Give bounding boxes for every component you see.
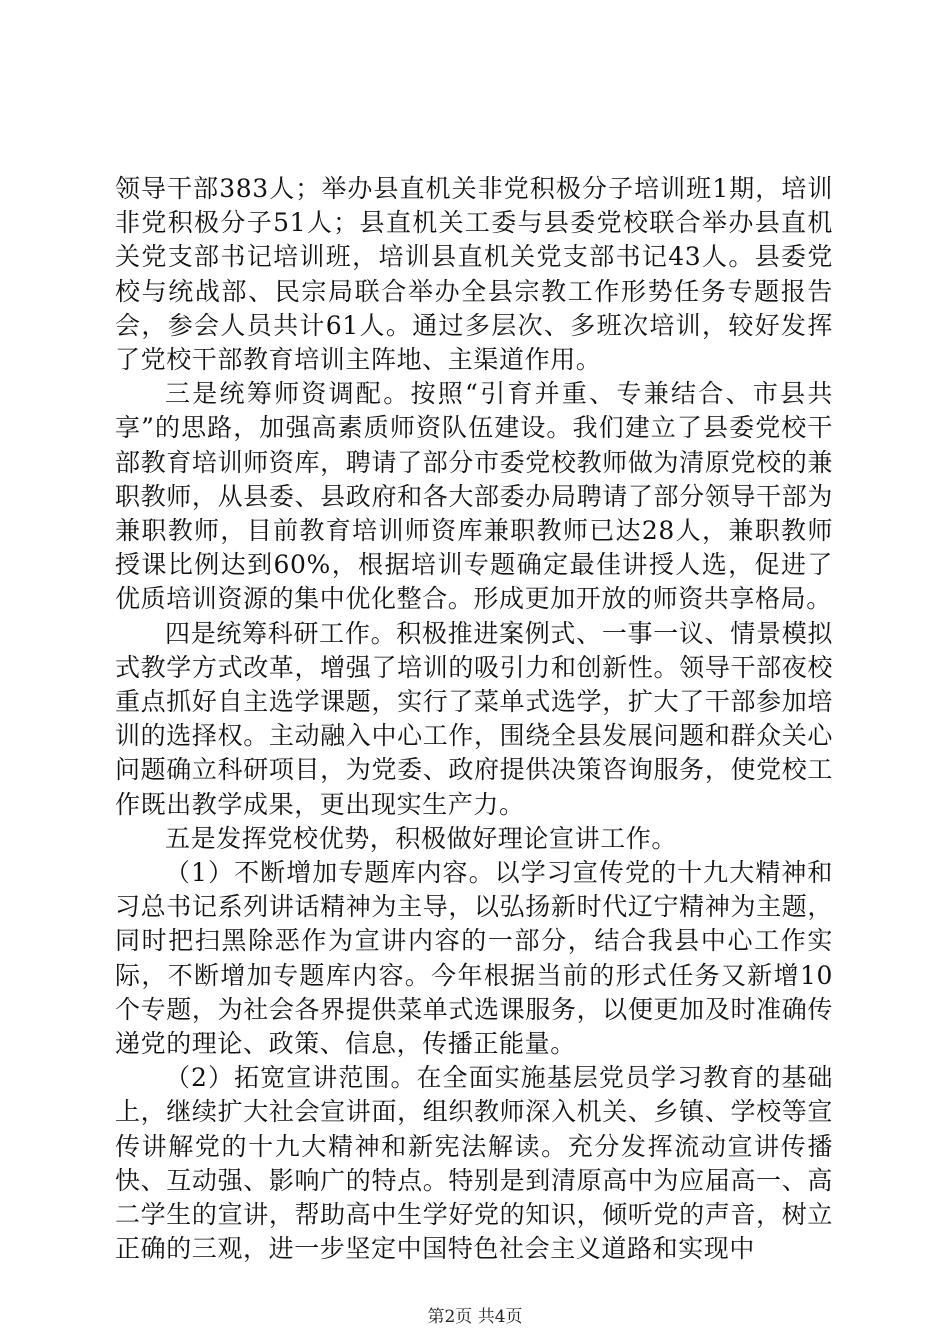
paragraph-continuation: 领导干部383人；举办县直机关非党积极分子培训班1期，培训非党积极分子51人；县直机关工委与县委党校联合举办县直机关党支部书记培训班，培训县直机关党支部书记43人。县委党校与统战部、民宗局联合举办全县宗教工作形势任务专题报告会，参会人员共计61人。通过多层次、多班次培训，较好发挥了党校干部教育培训主阵地、主渠道作用。	[115, 174, 833, 375]
paragraph-research-work: 四是统筹科研工作。积极推进案例式、一事一议、情景模拟式教学方式改革，增强了培训的吸引力和创新性。领导干部夜校重点抓好自主选学课题，实行了菜单式选学，扩大了干部参加培训的选择权。主动融入中心工作，围绕全县发展问题和群众关心问题确立科研项目，为党委、政府提供决策咨询服务，使党校工作既出教学成果，更出现实生产力。	[115, 618, 833, 819]
document-body	[115, 172, 833, 1267]
paragraph-topic-library: （1）不断增加专题库内容。以学习宣传党的十九大精神和习总书记系列讲话精神为主导，以弘扬新时代辽宁精神为主题，同时把扫黑除恶作为宣讲内容的一部分，结合我县中心工作实际，不断增加专题库内容。今年根据当前的形式任务又新增10个专题，为社会各界提供菜单式选课服务，以便更加及时准确传递党的理论、政策、信息，传播正能量。	[115, 858, 833, 1059]
page-number-footer: 第2页 共4页	[427, 1307, 523, 1327]
paragraph-lecture-scope: （2）拓宽宣讲范围。在全面实施基层党员学习教育的基础上，继续扩大社会宣讲面，组织教师深入机关、乡镇、学校等宣传讲解党的十九大精神和新宪法解读。充分发挥流动宣讲传播快、互动强、影响广的特点。特别是到清原高中为应届高一、高二学生的宣讲，帮助高中生学好党的知识，倾听党的声音，树立正确的三观，进一步坚定中国特色社会主义道路和实现中	[115, 1063, 833, 1264]
paragraph-theory-lecture-heading: 五是发挥党校优势，积极做好理论宣讲工作。	[165, 823, 678, 853]
paragraph-teacher-allocation: 三是统筹师资调配。按照“引育并重、专兼结合、市县共享”的思路，加强高素质师资队伍建设。我们建立了县委党校干部教育培训师资库，聘请了部分市委党校教师做为清原党校的兼职教师，从县委、县政府和各大部委办局聘请了部分领导干部为兼职教师，目前教育培训师资库兼职教师已达28人，兼职教师授课比例达到60%，根据培训专题确定最佳讲授人选，促进了优质培训资源的集中优化整合。形成更加开放的师资共享格局。	[115, 379, 833, 614]
